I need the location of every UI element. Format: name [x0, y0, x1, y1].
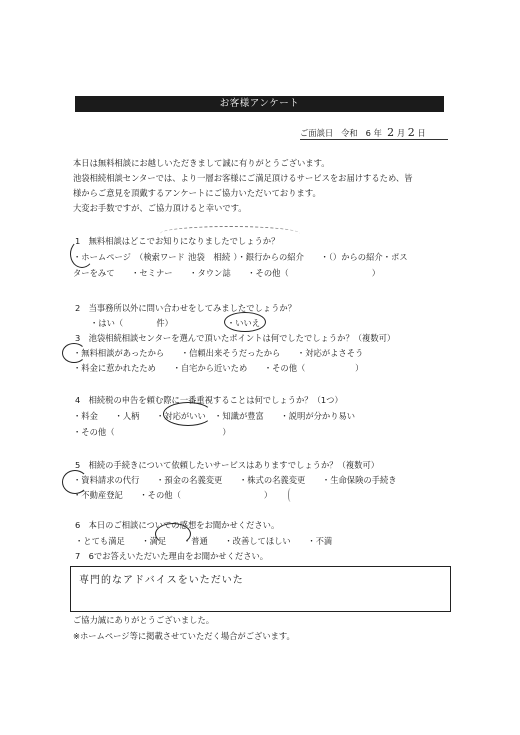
date-month-unit: 月 — [396, 128, 406, 138]
q5-answer-circle — [62, 470, 88, 494]
q6-question: 6 本日のご相談についての感想をお聞かせください。 — [75, 520, 280, 530]
q4-answer-circle — [163, 402, 213, 426]
q7-answer-box[interactable] — [70, 566, 451, 612]
q6-answer-circle — [155, 523, 191, 545]
intro-line-2: 池袋相続相談センターでは、より一層お客様にご満足頂けるサービスをお届けするため、皆 — [73, 173, 413, 183]
q1-search-word: 池袋 相続 — [187, 253, 231, 263]
q1-question: 1 無料相談はどこでお知りになりましたでしょうか？ — [75, 236, 280, 246]
q5-question: 5 相続の手続きについて依頼したいサービスはありますでしょうか？（複数可） — [75, 460, 380, 470]
intro-line-1: 本日は無料相談にお越しいただきまして誠に有りがとうございます。 — [73, 158, 330, 168]
survey-title: お客様アンケート — [75, 96, 444, 112]
q4-options-line-1[interactable]: ・料金 ・人柄 ・対応がいい ・知識が豊富 ・説明が分かり易い — [73, 411, 356, 421]
q5-options-line-1[interactable]: ・資料請求の代行 ・預金の名義変更 ・株式の名義変更 ・生命保険の手続き — [73, 475, 397, 485]
date-day: 2 — [407, 126, 415, 139]
q3-options-line-1[interactable]: ・無料相談があったから ・信頼出来そうだったから ・対応がよさそう — [73, 348, 364, 358]
q2-options[interactable]: ・はい（ 件） ・いいえ — [90, 318, 261, 328]
date-month: 2 — [387, 126, 395, 139]
q1-options-line-2[interactable]: ターをみて ・セミナー ・タウン誌 ・その他（ ） — [73, 268, 380, 278]
notice-text: ※ホームページ等に掲載させていただく場合がございます。 — [73, 631, 295, 641]
date-era: 令和 — [341, 128, 358, 138]
q5-pencil-mark — [288, 488, 295, 502]
q4-options-line-2[interactable]: ・その他（ ） — [73, 427, 231, 437]
date-year-unit: 年 — [373, 128, 382, 138]
q3-options-line-2[interactable]: ・料金に惹かれたため ・自宅から近いため ・その他（ ） — [73, 363, 364, 373]
q1-pencil-arc — [160, 226, 300, 241]
interview-date — [300, 127, 426, 139]
date-year: 6 — [365, 128, 371, 138]
q1-option-homepage[interactable]: ・ホームページ （検索ワード — [73, 252, 185, 262]
q4-question: 4 相続税の申告を頼む際に一番重視することは何でしょうか？（1つ） — [75, 395, 343, 405]
q3-question: 3 池袋相続相談センターを選んで頂いたポイントは何でしたでしょうか？（複数可） — [75, 333, 396, 343]
date-label: ご面談日 — [300, 128, 334, 138]
q1-answer-circle — [70, 240, 94, 268]
intro-line-3: 様からご意見を頂戴するアンケートにご協力いただいております。 — [73, 188, 321, 198]
q5-options-line-2[interactable]: ・不動産登記 ・その他（ ） — [73, 490, 273, 500]
q6-options[interactable]: ・とても満足 ・満足 ・普通 ・改善してほしい ・不満 — [75, 536, 333, 546]
closing-text: ご協力誠にありがとうございました。 — [73, 615, 215, 625]
intro-line-4: 大変お手数ですが、ご協力頂けると幸いです。 — [73, 203, 247, 213]
q2-answer-circle — [224, 312, 266, 332]
q7-answer-text: 専門的なアドバイスをいただいた — [79, 575, 244, 586]
q3-answer-circle — [62, 343, 86, 363]
q2-question: 2 当事務所以外に問い合わせをしてみましたでしょうか？ — [75, 303, 296, 313]
date-underline — [300, 139, 448, 140]
date-day-unit: 日 — [417, 128, 426, 138]
q1-options-line-1 — [73, 252, 408, 264]
q1-option-others[interactable]: ）・銀行からの紹介 ・（）からの紹介・ポス — [233, 252, 408, 262]
q7-question: 7 6でお答えいただいた理由をお聞かせください。 — [75, 551, 269, 561]
